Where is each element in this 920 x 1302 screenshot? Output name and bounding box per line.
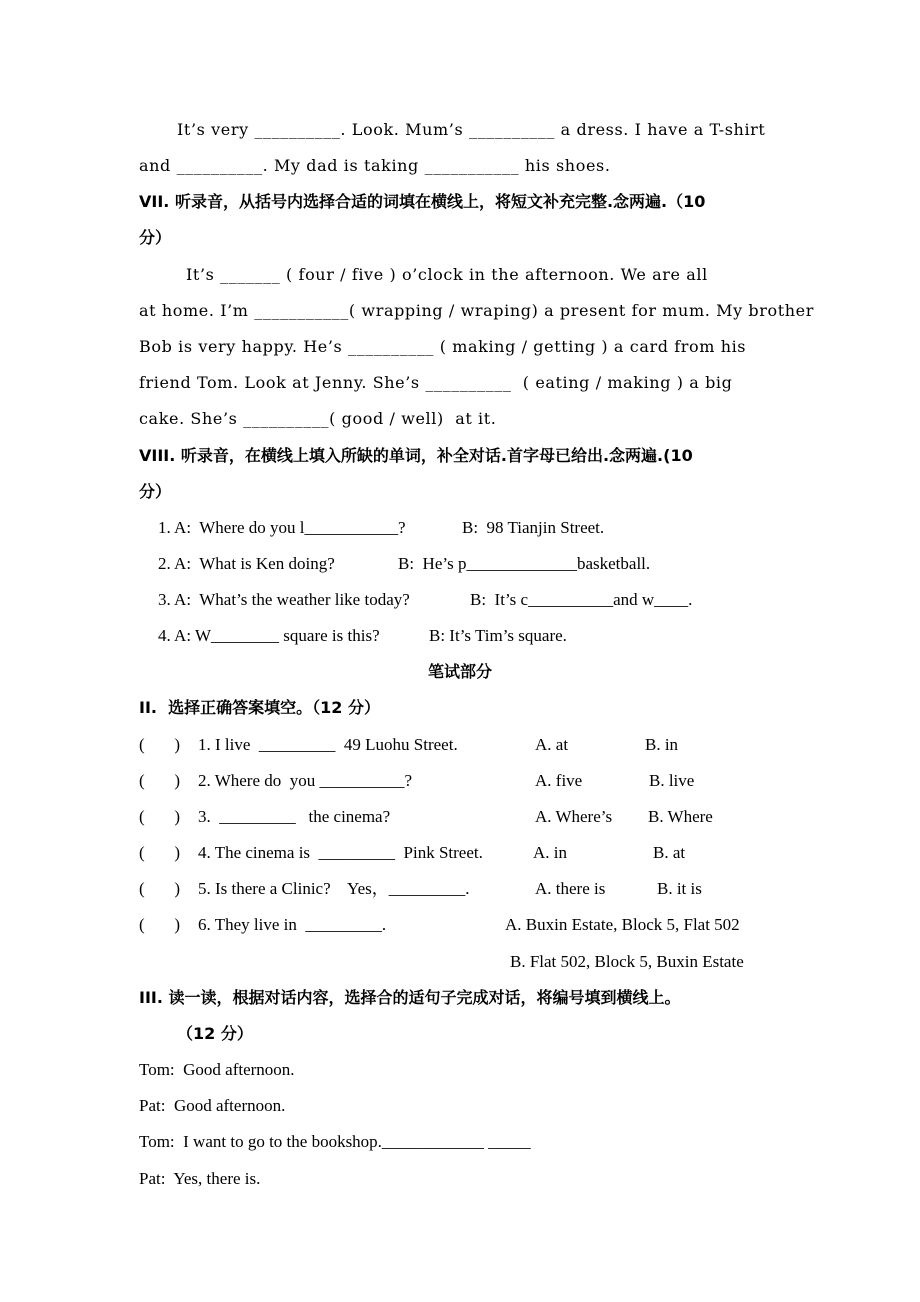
- paragraph-line: cake. She’s __________( good / well) at it.: [139, 409, 497, 428]
- part-title: 笔试部分: [427, 662, 492, 681]
- option-a: A. Where’s: [535, 807, 613, 826]
- option-b: B. Flat 502, Block 5, Buxin Estate: [510, 952, 744, 971]
- paragraph-line: and __________. My dad is taking ___________ his shoes.: [139, 156, 611, 175]
- option-a: A. in: [533, 843, 567, 862]
- section-heading: VII. 听录音，从括号内选择合适的词填在横线上，将短文补充完整.念两遍.（10: [139, 192, 706, 211]
- section-heading: （12 分）: [177, 1024, 253, 1043]
- answer-paren: ( ): [139, 843, 181, 862]
- section-heading: VIII. 听录音，在横线上填入所缺的单词，补全对话.首字母已给出.念两遍.(10: [139, 446, 693, 465]
- dialog-line: Tom: I want to go to the bookshop.____________ _____: [139, 1132, 531, 1151]
- dialog-question: 4. A: W________ square is this?: [158, 626, 380, 645]
- dialog-question: 3. A: What’s the weather like today?: [158, 590, 410, 609]
- question-text: 4. The cinema is _________ Pink Street.: [198, 843, 483, 862]
- dialog-line: Tom: Good afternoon.: [139, 1060, 295, 1079]
- option-b: B. live: [649, 771, 695, 790]
- answer-paren: ( ): [139, 879, 181, 898]
- option-a: A. five: [535, 771, 583, 790]
- option-a: A. at: [535, 735, 569, 754]
- paragraph-line: at home. I’m ___________( wrapping / wraping) a present for mum. My brother: [139, 301, 814, 320]
- paragraph-line: It’s very __________. Look. Mum’s __________ a dress. I have a T-shirt: [177, 120, 766, 139]
- answer-paren: ( ): [139, 735, 181, 754]
- option-b: B. Where: [648, 807, 713, 826]
- dialog-answer: B: It’s c__________and w____.: [470, 590, 693, 609]
- option-b: B. at: [653, 843, 686, 862]
- dialog-answer: B: It’s Tim’s square.: [429, 626, 567, 645]
- option-a: A. there is: [535, 879, 606, 898]
- question-text: 1. I live _________ 49 Luohu Street.: [198, 735, 458, 754]
- dialog-answer: B: 98 Tianjin Street.: [462, 518, 605, 537]
- question-text: 3. _________ the cinema?: [198, 807, 391, 826]
- dialog-line: Pat: Good afternoon.: [139, 1096, 286, 1115]
- section-heading: 分）: [139, 228, 172, 247]
- dialog-line: Pat: Yes, there is.: [139, 1169, 261, 1188]
- answer-paren: ( ): [139, 771, 181, 790]
- dialog-question: 2. A: What is Ken doing?: [158, 554, 335, 573]
- dialog-question: 1. A: Where do you l___________?: [158, 518, 406, 537]
- paragraph-line: friend Tom. Look at Jenny. She’s __________ ( eating / making ) a big: [139, 373, 733, 392]
- section-heading: II. 选择正确答案填空。（12 分）: [139, 698, 380, 717]
- answer-paren: ( ): [139, 807, 181, 826]
- question-text: 6. They live in _________.: [198, 915, 387, 934]
- dialog-answer: B: He’s p_____________basketball.: [398, 554, 651, 573]
- answer-paren: ( ): [139, 915, 181, 934]
- question-text: 2. Where do you __________?: [198, 771, 413, 790]
- section-heading: III. 读一读，根据对话内容，选择合的适句子完成对话，将编号填到横线上。: [139, 988, 681, 1007]
- option-b: B. it is: [657, 879, 702, 898]
- paragraph-line: Bob is very happy. He’s __________ ( making / getting ) a card from his: [139, 337, 747, 356]
- question-text: 5. Is there a Clinic? Yes，_________.: [198, 879, 470, 898]
- option-a: A. Buxin Estate, Block 5, Flat 502: [505, 915, 740, 934]
- option-b: B. in: [645, 735, 679, 754]
- section-heading: 分）: [139, 482, 172, 501]
- paragraph-line: It’s _______ ( four / five ) o’clock in the afternoon. We are all: [186, 265, 708, 284]
